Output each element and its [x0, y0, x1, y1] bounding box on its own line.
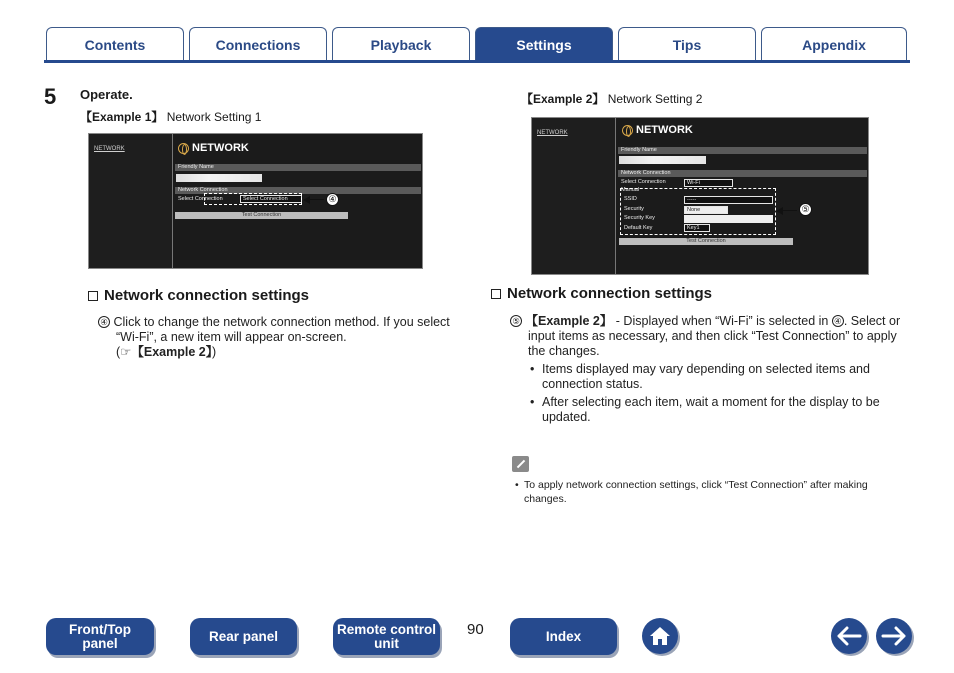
ssid-label: SSID [624, 196, 637, 202]
example2-bold-label: 【Example 2】 [525, 314, 613, 328]
select-connection-label: Select Connection [621, 179, 666, 185]
highlight-box [204, 193, 302, 205]
checkbox-square-icon [88, 291, 98, 301]
ssid-field[interactable]: ----- [684, 196, 773, 204]
front-top-label-2: panel [82, 635, 118, 651]
remote-label-2: unit [374, 635, 399, 651]
tab-contents[interactable]: Contents [46, 27, 184, 61]
right-section-body [510, 314, 910, 359]
select-connection-label: Select Connection [178, 196, 223, 202]
left-section-heading [88, 287, 309, 304]
screen-sidebar [532, 118, 616, 274]
note-text [515, 478, 900, 506]
checkbox-square-icon [491, 289, 501, 299]
example2-caption [521, 90, 702, 107]
callout-arrow-4 [303, 196, 310, 204]
arrow-left-icon [836, 626, 862, 646]
ref-suffix: ) [211, 345, 217, 359]
marker-5: ⑤ [510, 315, 522, 327]
network-screen-1 [88, 133, 423, 269]
home-button[interactable] [642, 618, 678, 654]
select-connection-dropdown[interactable]: Select Connection [240, 195, 302, 203]
test-connection-button[interactable]: Test Connection [619, 238, 793, 245]
sidebar-item-network[interactable]: NETWORK [94, 146, 125, 152]
friendly-name-header: Friendly Name [618, 147, 867, 154]
select-connection-dropdown[interactable]: Wi-Fi [684, 179, 733, 187]
step-number: 5 [44, 84, 57, 109]
example2-label: 【Example 2】 [521, 92, 605, 106]
right-section-heading [491, 285, 712, 302]
friendly-name-header: Friendly Name [175, 164, 421, 171]
right-text-1b: . Select or [843, 314, 901, 328]
friendly-name-field[interactable] [619, 156, 706, 164]
bullet-2-line-2: updated. [542, 410, 591, 424]
network-screen-2 [531, 117, 869, 275]
highlight-box [620, 188, 776, 235]
network-title-text: NETWORK [636, 124, 693, 136]
page-number: 90 [467, 621, 484, 638]
rear-panel-button[interactable]: Rear panel [190, 618, 297, 655]
tab-tips[interactable]: Tips [618, 27, 756, 61]
step-title: Operate. [80, 87, 133, 102]
example1-caption-text: Network Setting 1 [163, 110, 262, 124]
example2-link[interactable]: 【Example 2】 [131, 345, 212, 359]
sidebar-item-network[interactable]: NETWORK [537, 130, 568, 136]
marker-4-inline: ④ [832, 315, 844, 327]
tab-connections[interactable]: Connections [189, 27, 327, 61]
ref-prefix: ( [116, 345, 121, 359]
left-text-1: Click to change the network connection method. If you select [113, 315, 450, 329]
pointing-hand-icon: ☞ [120, 345, 132, 359]
marker-4: ④ [98, 316, 110, 328]
example2-caption-text: Network Setting 2 [604, 92, 703, 106]
test-connection-button[interactable]: Test Connection [175, 212, 348, 219]
note-line-1: • To apply network connection settings, click “Test Connection” after making [524, 479, 868, 491]
globe-icon [622, 125, 633, 136]
left-reference [98, 345, 468, 360]
top-tab-bar [44, 27, 910, 63]
default-key-dropdown[interactable]: Key1 [684, 224, 710, 232]
back-button[interactable] [831, 618, 867, 654]
remote-control-unit-button[interactable] [333, 618, 440, 655]
manual-label: Manual [621, 187, 640, 193]
globe-icon [178, 143, 189, 154]
example1-caption [80, 108, 261, 125]
tab-playback[interactable]: Playback [332, 27, 470, 61]
callout-arrow-5 [776, 207, 783, 215]
index-button[interactable]: Index [510, 618, 617, 655]
right-text-2: input items as necessary, and then click “Test Connection” to apply [528, 329, 897, 343]
bullet-item-1 [530, 362, 905, 392]
security-dropdown[interactable]: None [684, 206, 728, 214]
right-text-1a: - Displayed when “Wi-Fi” is selected in [612, 314, 832, 328]
network-connection-header: Network Connection [175, 187, 421, 194]
screen-sidebar [89, 134, 173, 268]
right-heading-text: Network connection settings [507, 285, 713, 302]
left-section-body [98, 315, 468, 360]
bullet-1-line-2: connection status. [542, 377, 643, 391]
callout-line-4 [310, 199, 324, 200]
note-line-2: changes. [524, 493, 567, 505]
friendly-name-field[interactable] [176, 174, 262, 182]
left-text-2: “Wi-Fi”, a new item will appear on-screen. [116, 330, 347, 344]
bullet-2-line-1: • After selecting each item, wait a moment for the display to be [542, 395, 880, 409]
tab-settings[interactable]: Settings [475, 27, 613, 61]
bullet-item-2 [530, 395, 905, 425]
network-title [622, 124, 693, 136]
tab-underline [44, 60, 910, 63]
callout-marker-4: ④ [326, 193, 339, 206]
default-key-label: Default Key [624, 225, 653, 231]
callout-line-5 [783, 210, 797, 211]
arrow-right-icon [881, 626, 907, 646]
network-title-text: NETWORK [192, 142, 249, 154]
example1-label: 【Example 1】 [80, 110, 164, 124]
remote-label-1: Remote control [336, 621, 436, 637]
security-key-label: Security Key [624, 215, 655, 221]
security-label: Security [624, 206, 644, 212]
front-top-panel-button[interactable] [46, 618, 154, 655]
right-text-3: the changes. [528, 344, 600, 358]
pencil-note-icon [512, 456, 529, 472]
bullet-1-line-1: • Items displayed may vary depending on selected items and [542, 362, 870, 376]
front-top-label-1: Front/Top [69, 621, 131, 637]
forward-button[interactable] [876, 618, 912, 654]
left-heading-text: Network connection settings [104, 287, 310, 304]
network-title [178, 142, 249, 154]
callout-marker-5: ⑤ [799, 203, 812, 216]
home-icon [648, 625, 672, 647]
tab-appendix[interactable]: Appendix [761, 27, 907, 61]
network-connection-header: Network Connection [618, 170, 867, 177]
